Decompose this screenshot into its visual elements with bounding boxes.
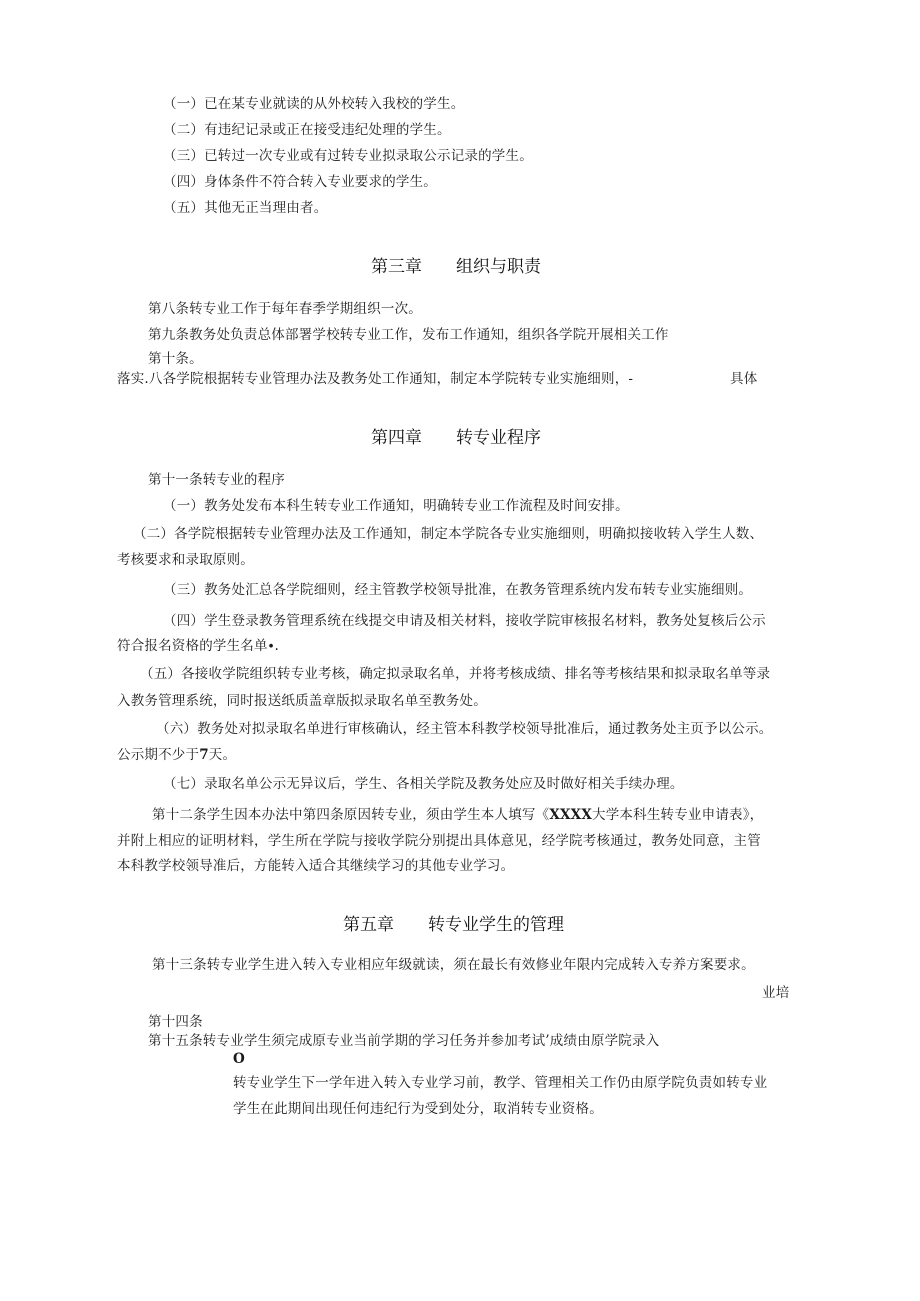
article-12-university: XXXX <box>549 807 593 823</box>
article-12-line-1 <box>152 805 763 825</box>
procedure-6-line-2 <box>117 745 236 765</box>
procedure-4-line-2: 符合报名资格的学生名单∙. <box>117 638 280 654</box>
article-10-label: 第十条。 <box>148 351 203 367</box>
article-9: 第九条教务处负责总体部署学校转专业工作，发布工作通知，组织各学院开展相关工作 <box>148 327 669 343</box>
chapter-3-heading <box>371 255 541 279</box>
procedure-6-line-1: （六）教务处对拟录取名单进行审核确认，经主管本科教学校领导批准后，通过教务处主页予以公示。 <box>156 721 773 737</box>
procedure-7: （七）录取名单公示无异议后，学生、各相关学院及教务处应及时做好相关手续办理。 <box>163 776 684 792</box>
article-12-line-3: 本科教学校领导准后，方能转入适合其继续学习的其他专业学习。 <box>117 858 515 874</box>
chapter-3-number: 第三章 <box>371 257 422 277</box>
article-15: 第十五条转专业学生须完成原专业当前学期的学习任务并参加考试’成绩由原学院录入 <box>148 1033 660 1049</box>
list-item-1: （一）已在某专业就读的从外校转入我校的学生。 <box>163 96 465 112</box>
article-12-post: 大学本科生转专业申请表》， <box>592 807 764 823</box>
chapter-3-title: 组织与职责 <box>456 257 541 277</box>
list-item-3: （三）已转过一次专业或有过转专业拟录取公示记录的学生。 <box>163 148 533 164</box>
procedure-6-days: 7 <box>199 747 209 763</box>
list-item-4: （四）身体条件不符合转入专业要求的学生。 <box>163 174 437 190</box>
article-13: 第十三条转专业学生进入转入专业相应年级就读，须在最长有效修业年限内完成转入专养方案要求。 <box>152 957 755 973</box>
article-12-pre: 第十二条学生因本办法中第四条原因转专业，须由学生本人填写《 <box>152 807 550 823</box>
chapter-5-para-line-1: 转专业学生下一学年进入转入专业学习前，教学、管理相关工作仍由原学院负责如转专业 <box>233 1075 768 1091</box>
chapter-4-title: 转专业程序 <box>456 428 541 448</box>
article-14: 第十四条 <box>148 1014 203 1030</box>
list-item-5: （五）其他无正当理由者。 <box>163 200 328 216</box>
procedure-3: （三）教务处汇总各学院细则，经主管教学校领导批准，在教务管理系统内发布转专业实施细则。 <box>163 582 753 598</box>
procedure-5-line-1: （五）各接收学院组织转专业考核，确定拟录取名单，并将考核成绩、排名等考核结果和拟录取名单等录 <box>140 666 771 682</box>
procedure-6-post: 天。 <box>208 747 237 763</box>
article-10-text: 落实.八各学院根据转专业管理办法及教务处工作通知，制定本学院转专业实施细则，- <box>117 371 634 387</box>
letter-o: O <box>233 1051 245 1067</box>
chapter-5-heading <box>343 913 564 937</box>
article-10-tail: 具体 <box>730 371 758 387</box>
article-12-line-2: 并附上相应的证明材料，学生所在学院与接收学院分别提出具体意见，经学院考核通过，教务处同意，主管 <box>117 833 761 849</box>
chapter-4-number: 第四章 <box>371 428 422 448</box>
procedure-5-line-2: 入教务管理系统，同时报送纸质盖章版拟录取名单至教务处。 <box>117 693 487 709</box>
article-11: 第十一条转专业的程序 <box>148 472 285 488</box>
chapter-5-number: 第五章 <box>343 915 394 935</box>
article-8: 第八条转专业工作于每年春季学期组织一次。 <box>148 301 422 317</box>
list-item-2: （二）有违纪记录或正在接受违纪处理的学生。 <box>163 122 451 138</box>
chapter-5-title: 转专业学生的管理 <box>428 915 564 935</box>
procedure-2-line-2: 考核要求和录取原则。 <box>117 552 254 568</box>
chapter-4-heading <box>371 426 541 450</box>
procedure-2-line-1: （二）各学院根据转专业管理办法及工作通知，制定本学院各专业实施细则，明确拟接收转入学生人数、 <box>133 526 764 542</box>
procedure-4-line-1: （四）学生登录教务管理系统在线提交申请及相关材料，接收学院审核报名材料，教务处复核后公示 <box>163 613 766 629</box>
procedure-1: （一）教务处发布本科生转专业工作通知，明确转专业工作流程及时间安排。 <box>163 498 629 514</box>
article-13-tail: 业培 <box>762 985 790 1001</box>
procedure-6-pre: 公示期不少于 <box>117 747 200 763</box>
chapter-5-para-line-2: 学生在此期间出现任何违纪行为受到处分，取消转专业资格。 <box>233 1101 603 1117</box>
